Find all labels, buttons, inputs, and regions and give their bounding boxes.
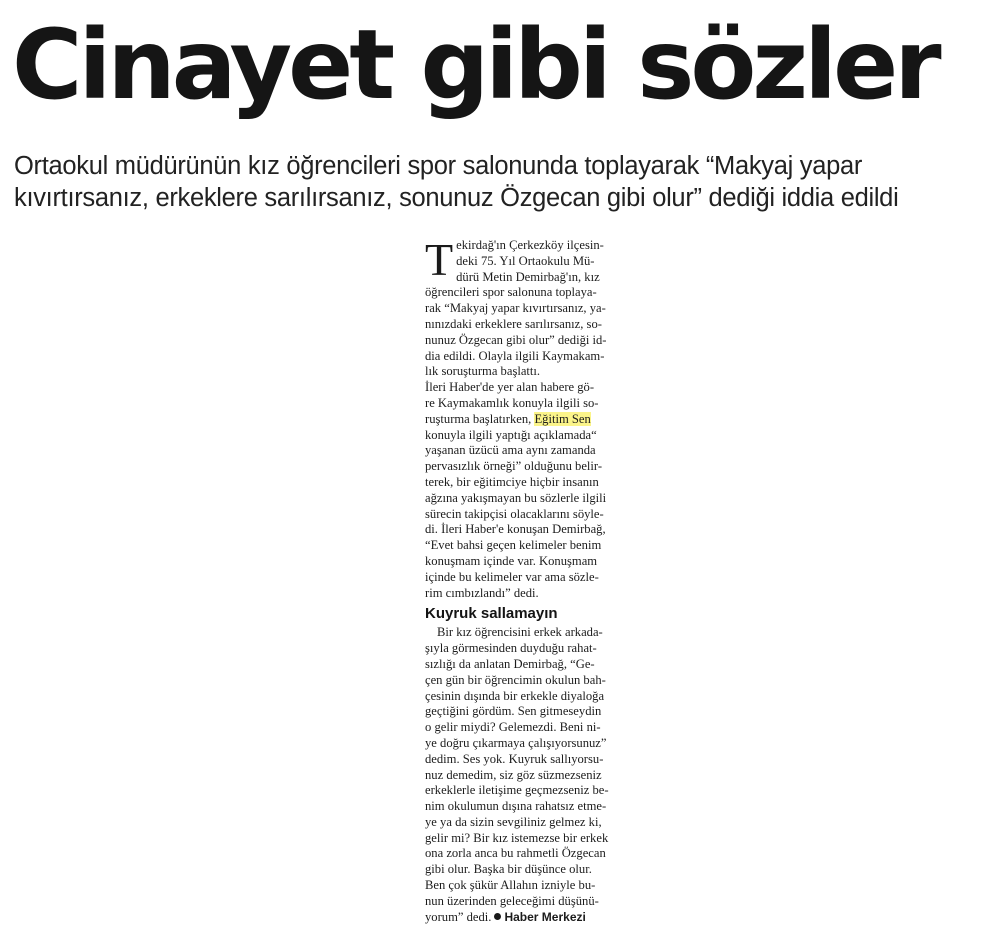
paragraph-2-lines-b	[425, 428, 625, 602]
paragraph-1	[425, 234, 625, 380]
text-line: dedim. Ses yok. Kuyruk sallıyorsu-	[425, 751, 604, 766]
text-line: re Kaymakamlık konuyla ilgili so-	[425, 395, 599, 410]
highlighted-organization: Eğitim Sen	[534, 411, 591, 426]
text-line: gibi olur. Başka bir düşünce olur.	[425, 862, 592, 877]
text-line: o gelir miydi? Gelemezdi. Beni ni-	[425, 720, 601, 735]
text-line: lık soruşturma başlattı.	[425, 364, 541, 379]
text-line: dürü Metin Demirbağ'ın, kız	[456, 269, 600, 284]
text-line: ye ya da sizin sevgiliniz gelmez ki,	[425, 814, 602, 829]
text-line: dia edildi. Olayla ilgili Kaymakam-	[425, 348, 605, 363]
text-line: rim cımbızlandı” dedi.	[425, 585, 539, 600]
paragraph-1-lines	[425, 234, 625, 380]
text-line: ağzına yakışmayan bu sözlerle ilgili	[425, 490, 607, 505]
text-line: rak “Makyaj yapar kıvırtırsanız, ya-	[425, 301, 606, 316]
byline: Haber Merkezi	[504, 909, 586, 924]
text-line: deki 75. Yıl Ortaokulu Mü-	[456, 253, 595, 268]
paragraph-2-lines-a	[425, 380, 625, 412]
section-subtitle: Kuyruk sallamayın	[425, 605, 558, 623]
text-line: erkeklerle iletişime geçmezseniz be-	[425, 783, 609, 798]
text-line: yaşanan üzücü ama aynı zamanda	[425, 443, 596, 458]
text-line: içinde bu kelimeler var ama sözle-	[425, 569, 599, 584]
text-line: ona zorla anca bu rahmetli Özgecan	[425, 846, 606, 861]
text-line: gelir mi? Bir kız istemezse bir erkek	[425, 830, 609, 845]
subheadline-line-2: kıvırtırsanız, erkeklere sarılırsanız, sonunuz Özgecan gibi olur” dediği iddia edildi	[14, 184, 899, 212]
closing-text: yorum” dedi.	[425, 909, 492, 924]
text-line: konuyla ilgili yaptığı açıklamada“	[425, 427, 597, 442]
text-line: İleri Haber'de yer alan habere gö-	[425, 380, 595, 395]
paragraph-3	[425, 625, 625, 925]
text-line: öğrencileri spor salonuna toplaya-	[425, 285, 597, 300]
text-line: şıyla görmesinden duyduğu rahat-	[425, 641, 597, 656]
text-before-highlight: ruşturma başlatırken,	[425, 411, 535, 426]
closing-line	[425, 910, 625, 925]
paragraph-2-highlight-line	[425, 412, 625, 428]
text-line: nınızdaki erkeklere sarılırsanız, so-	[425, 316, 602, 331]
text-line: nun üzerinden geleceğimi düşünü-	[425, 893, 599, 908]
text-line: Bir kız öğrencisini erkek arkada-	[437, 625, 603, 640]
subheadline	[14, 150, 994, 214]
text-line: “Evet bahsi geçen kelimeler benim	[425, 538, 602, 553]
text-line: sürecin takipçisi olacaklarını söyle-	[425, 506, 604, 521]
text-line: nunuz Özgecan gibi olur” dediği id-	[425, 332, 607, 347]
text-line: ekirdağ'ın Çerkezköy ilçesin-	[456, 238, 604, 252]
paragraph-3-lines	[425, 625, 625, 909]
text-line: di. İleri Haber'e konuşan Demirbağ,	[425, 522, 606, 537]
paragraph-2	[425, 380, 625, 601]
text-line: terek, bir eğitimciye hiçbir insanın	[425, 474, 599, 489]
text-line: çesinin dışında bir erkekle diyaloğa	[425, 688, 605, 703]
text-line: nim okulumun dışına rahatsız etme-	[425, 799, 607, 814]
text-line: sızlığı da anlatan Demirbağ, “Ge-	[425, 656, 595, 671]
bullet-icon	[494, 913, 501, 920]
text-line: Ben çok şükür Allahın izniyle bu-	[425, 878, 596, 893]
drop-cap: T	[425, 234, 454, 285]
text-line: nuz demedim, siz göz süzmezseniz	[425, 767, 602, 782]
subheadline-line-1: Ortaokul müdürünün kız öğrencileri spor salonunda toplayarak “Makyaj yapar	[14, 152, 863, 180]
headline: Cinayet gibi sözler	[12, 9, 938, 121]
text-line: pervasızlık örneği” olduğunu belir-	[425, 459, 603, 474]
text-line: geçtiğini gördüm. Sen gitmeseydin	[425, 704, 602, 719]
text-line: konuşmam içinde var. Konuşmam	[425, 553, 598, 568]
article-column	[425, 234, 625, 925]
text-line: çen gün bir öğrencimin okulun bah-	[425, 672, 606, 687]
text-line: ye doğru çıkarmaya çalışıyorsunuz”	[425, 735, 607, 750]
